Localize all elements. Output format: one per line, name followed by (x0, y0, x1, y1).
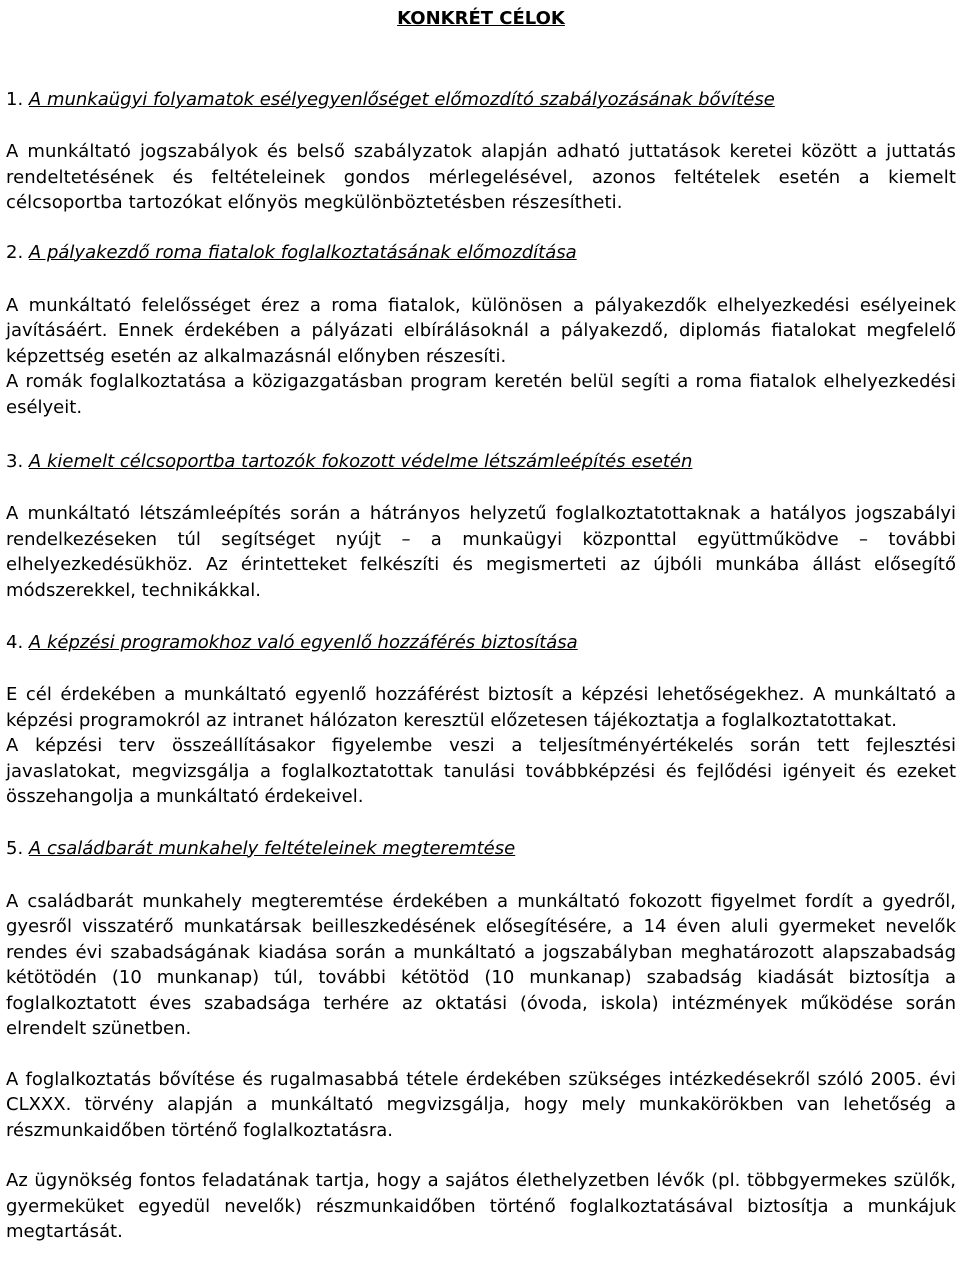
section-title: A családbarát munkahely feltételeinek megteremtése (28, 837, 516, 859)
section-number: 3. (6, 451, 24, 472)
section-title: A képzési programokhoz való egyenlő hozzáférés biztosítása (28, 632, 578, 653)
section-heading-4 (6, 630, 956, 655)
section-title: A munkaügyi folyamatok esélyegyenlőséget előmozdító szabályozásának bővítése (28, 89, 775, 110)
section-2-paragraph-2: A romák foglalkoztatása a közigazgatásban program keretén belül segíti a roma fiatalok elhelyezkedési esélyeit. (6, 371, 956, 418)
section-5-paragraph-3: Az ügynökség fontos feladatának tartja, hogy a sajátos élethelyzetben lévők (pl. többgyermekes szülők, gyermeküket egyedül nevelők) részmunkaidőben történő foglalkoztatásával biztosítja a munkájuk megtartását. (6, 1170, 956, 1242)
section-number: 4. (6, 632, 24, 653)
section-title: A pályakezdő roma fiatalok foglalkoztatásának előmozdítása (28, 241, 577, 263)
section-heading-1 (6, 87, 956, 112)
section-number: 5. (6, 837, 24, 859)
section-title: A kiemelt célcsoportba tartozók fokozott védelme létszámleépítés esetén (28, 451, 693, 472)
section-5-paragraph-1: A családbarát munkahely megteremtése érdekében a munkáltató fokozott figyelmet fordít a gyedről, gyesről visszatérő munkatársak beilleszkedésének elősegítésére, a 14 éven aluli gyermeket nevelők rendes évi szabadságának kiadása során a munkáltató a jogszabályban meghatározott alapszabadság kétötödén (10 munkanap) túl, további kétötöd (10 munkanap) szabadság kiadását biztosítja a foglalkoztatott éves szabadsága terhére az oktatási (óvoda, iskola) intézmények működése során elrendelt szünetben. (6, 890, 956, 1039)
section-number: 1. (6, 89, 24, 110)
document-page (6, 0, 956, 1245)
section-5-paragraph-2: A foglalkoztatás bővítése és rugalmasabbá tétele érdekében szükséges intézkedésekről szóló 2005. évi CLXXX. törvény alapján a munkáltató megvizsgálja, hogy mely munkakörökben van lehetőség a részmunkaidőben történő foglalkoztatásra. (6, 1068, 956, 1141)
section-2-paragraph-1: A munkáltató felelősséget érez a roma fiatalok, különösen a pályakezdők elhelyezkedési esélyeinek javításáért. Ennek érdekében a pályázati elbírálásoknál a pályakezdő, diplomás fiatalokat megfelelő képzettség esetén az alkalmazásnál előnyben részesíti. (6, 294, 956, 367)
section-4-paragraph-2: A képzési terv összeállításakor figyelembe veszi a teljesítményértékelés során tett fejlesztési javaslatokat, megvizsgálja a foglalkoztatottak tanulási továbbképzési és fejlődési igényeit és ezeket összehangolja a munkáltató érdekeivel. (6, 735, 956, 807)
section-heading-2 (6, 240, 956, 265)
section-heading-3 (6, 449, 956, 474)
section-3-paragraph-1: A munkáltató létszámleépítés során a hátrányos helyzetű foglalkoztatottaknak a hatályos jogszabályi rendelkezéseken túl segítséget nyújt – a munkaügyi központtal együttműködve – további elhelyezkedésükhöz. Az érintetteket felkészíti és megismerteti az újbóli munkába állást elősegítő módszerekkel, technikákkal. (6, 503, 956, 601)
section-number: 2. (6, 241, 24, 263)
section-4-paragraph-1: E cél érdekében a munkáltató egyenlő hozzáférést biztosít a képzési lehetőségekhez. A munkáltató a képzési programokról az intranet hálózaton keresztül előzetesen tájékoztatja a foglalkoztatottakat. (6, 684, 956, 731)
section-1-paragraph-1: A munkáltató jogszabályok és belső szabályzatok alapján adható juttatások keretei között a juttatás rendeltetésének és feltételeinek gondos mérlegelésével, azonos feltételek esetén a kiemelt célcsoportba tartozókat előnyös megkülönböztetésben részesítheti. (6, 141, 956, 213)
page-title: KONKRÉT CÉLOK (397, 8, 565, 29)
section-heading-5 (6, 836, 956, 861)
